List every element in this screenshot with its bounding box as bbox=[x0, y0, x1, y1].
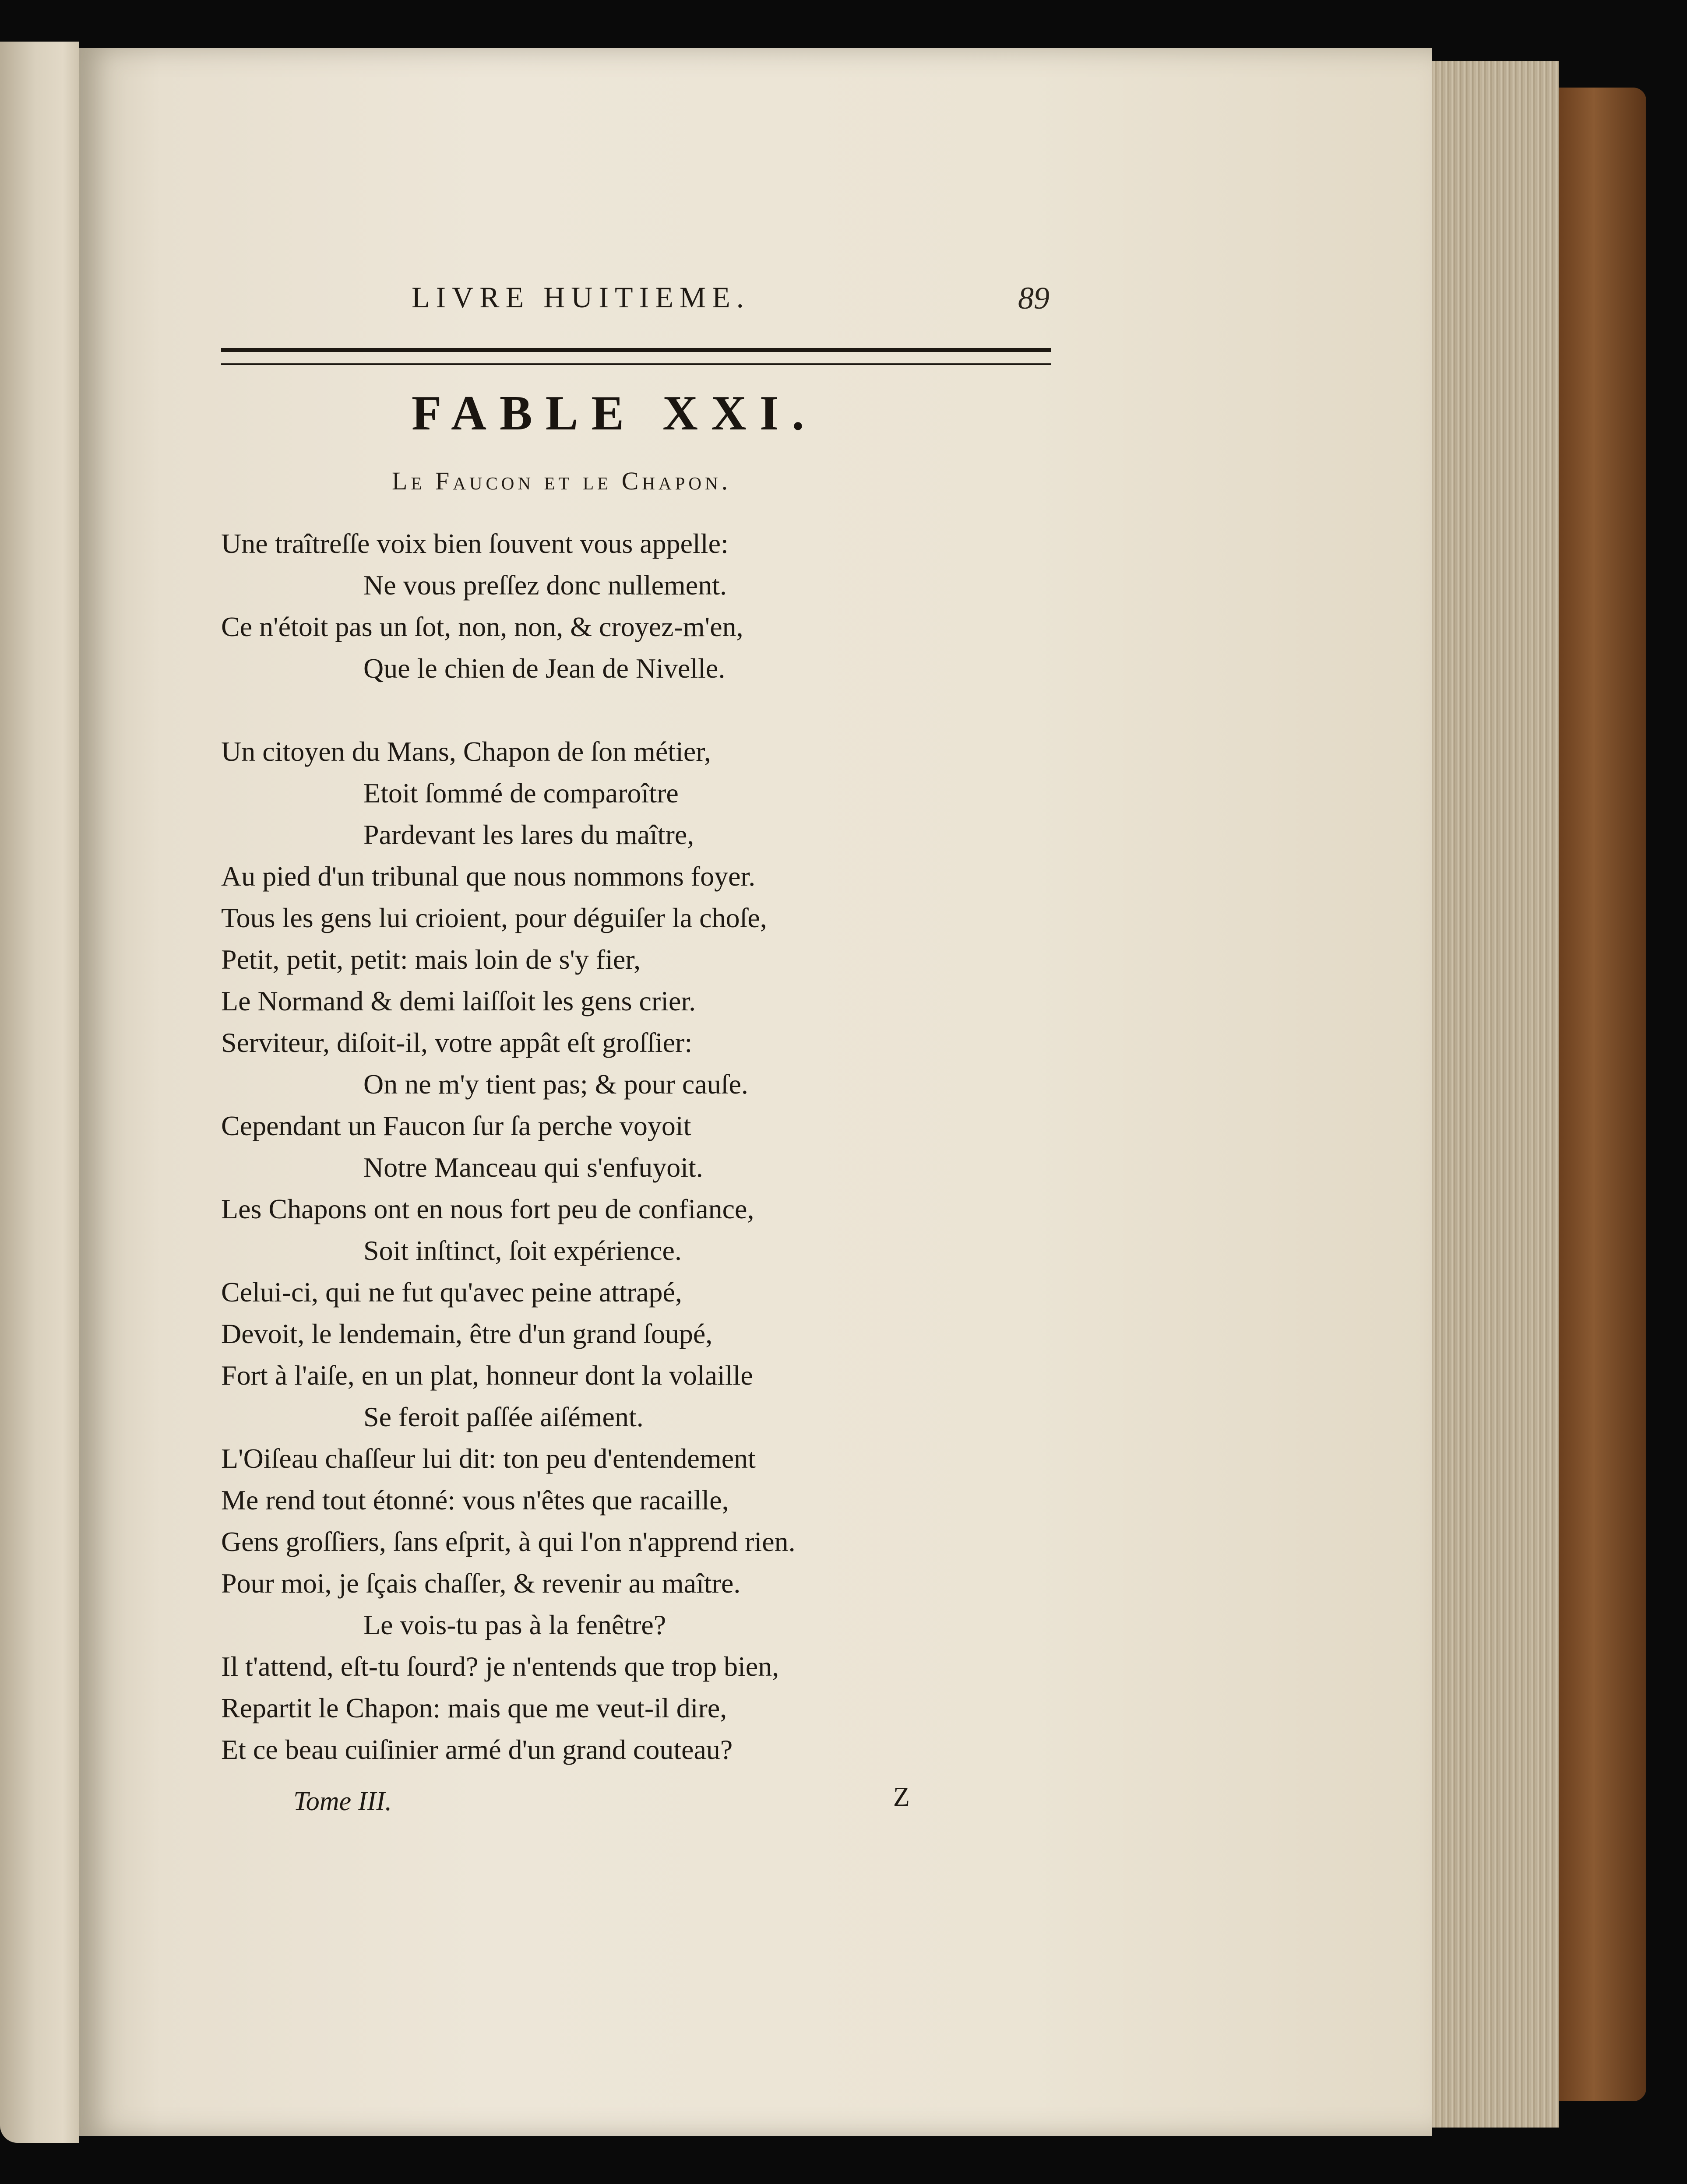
poem-line: Le Normand & demi laiſſoit les gens crier. bbox=[221, 985, 696, 1016]
poem-line: Pardevant les lares du maître, bbox=[363, 819, 694, 850]
poem-line: Etoit ſommé de comparoître bbox=[363, 777, 679, 809]
poem-line: Cependant un Faucon ſur ſa perche voyoit bbox=[221, 1110, 691, 1141]
poem-line: Pour moi, je ſçais chaſſer, & revenir au maître. bbox=[221, 1568, 741, 1599]
poem-line: Une traîtreſſe voix bien ſouvent vous appelle: bbox=[221, 528, 729, 559]
fable-title: FABLE XXI. bbox=[412, 386, 817, 440]
footer-volume-label: Tome III. bbox=[293, 1787, 392, 1816]
poem-line: Et ce beau cuiſinier armé d'un grand couteau? bbox=[221, 1734, 733, 1765]
poem-line: Repartit le Chapon: mais que me veut-il dire, bbox=[221, 1692, 727, 1723]
poem-line: Soit inſtinct, ſoit expérience. bbox=[363, 1235, 682, 1266]
poem-line: Se feroit paſſée aiſément. bbox=[363, 1401, 644, 1432]
poem-line: Tous les gens lui crioient, pour déguiſer la choſe, bbox=[221, 902, 767, 933]
poem-line: L'Oiſeau chaſſeur lui dit: ton peu d'entendement bbox=[221, 1443, 756, 1474]
facing-page-edge bbox=[0, 42, 79, 2143]
leather-cover bbox=[1559, 88, 1646, 2101]
poem-line: Me rend tout étonné: vous n'êtes que racaille, bbox=[221, 1484, 729, 1516]
page-fore-edge bbox=[1432, 61, 1559, 2128]
poem-line: Ce n'étoit pas un ſot, non, non, & croyez-m'en, bbox=[221, 611, 743, 642]
poem-line: Fort à l'aiſe, en un plat, honneur dont la volaille bbox=[221, 1360, 753, 1391]
signature-mark: Z bbox=[893, 1782, 910, 1812]
poem-line: Devoit, le lendemain, être d'un grand ſoupé, bbox=[221, 1318, 713, 1349]
fable-subtitle: Le Faucon et le Chapon. bbox=[392, 467, 732, 495]
poem-line: Le vois-tu pas à la fenêtre? bbox=[363, 1609, 666, 1640]
poem-line: Il t'attend, eſt-tu ſourd? je n'entends que trop bien, bbox=[221, 1651, 779, 1682]
poem-line: On ne m'y tient pas; & pour cauſe. bbox=[363, 1069, 748, 1100]
poem-line: Ne vous preſſez donc nullement. bbox=[363, 570, 727, 601]
poem-line: Les Chapons ont en nous fort peu de confiance, bbox=[221, 1193, 754, 1224]
running-head: LIVRE HUITIEME. bbox=[412, 281, 750, 314]
poem-line: Que le chien de Jean de Nivelle. bbox=[363, 653, 726, 684]
poem-line: Gens groſſiers, ſans eſprit, à qui l'on n'apprend rien. bbox=[221, 1526, 796, 1557]
header-rule bbox=[221, 348, 1051, 365]
poem-line: Serviteur, diſoit-il, votre appât eſt groſſier: bbox=[221, 1027, 693, 1058]
page-number: 89 bbox=[1018, 281, 1050, 316]
poem-line: Au pied d'un tribunal que nous nommons foyer. bbox=[221, 861, 756, 892]
poem-line: Notre Manceau qui s'enfuyoit. bbox=[363, 1152, 703, 1183]
poem-line: Celui-ci, qui ne fut qu'avec peine attrapé, bbox=[221, 1277, 682, 1308]
poem-line: Un citoyen du Mans, Chapon de ſon métier, bbox=[221, 736, 711, 767]
poem-line: Petit, petit, petit: mais loin de s'y fier, bbox=[221, 944, 641, 975]
